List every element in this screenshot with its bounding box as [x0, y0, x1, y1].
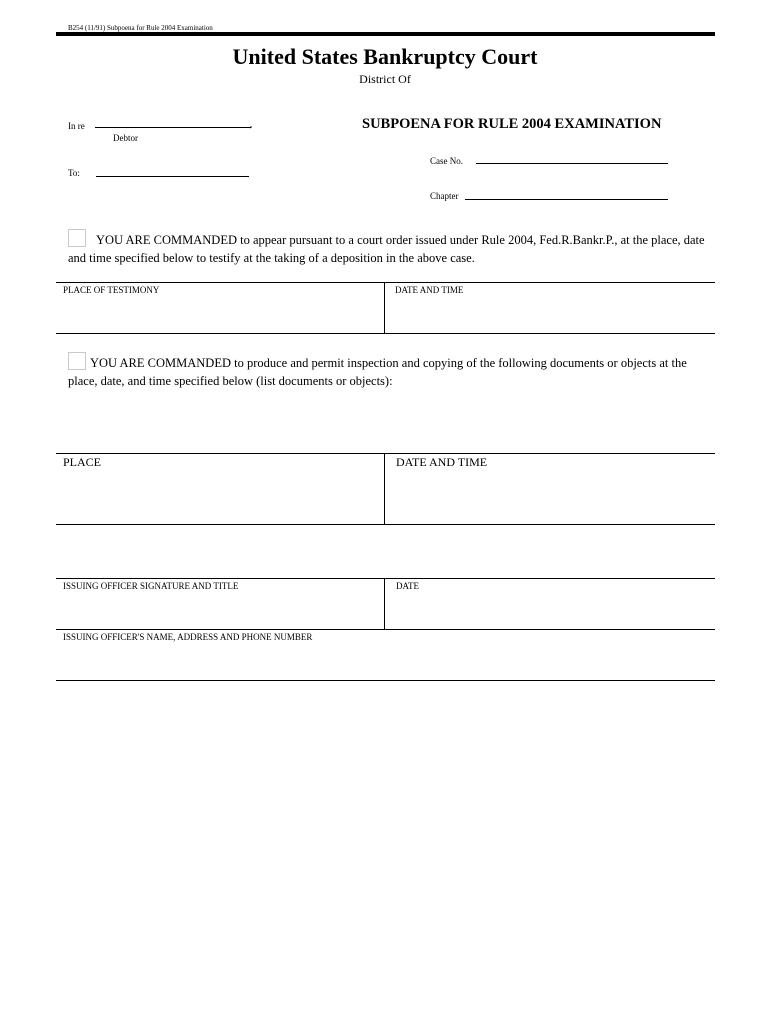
- subpoena-title: SUBPOENA FOR RULE 2004 EXAMINATION: [362, 116, 662, 132]
- command-produce-paragraph: [68, 354, 708, 390]
- officer-table-middle-rule: [56, 629, 715, 630]
- place-label: PLACE: [63, 455, 102, 469]
- place-of-testimony-label: PLACE OF TESTIMONY: [63, 285, 160, 295]
- production-date-time-label: DATE AND TIME: [396, 455, 488, 469]
- in-re-comma: ,: [250, 119, 253, 129]
- debtor-label: Debtor: [113, 133, 138, 143]
- officer-signature-label: ISSUING OFFICER SIGNATURE AND TITLE: [63, 581, 239, 591]
- court-title: United States Bankruptcy Court: [232, 44, 538, 69]
- testimony-date-time-label: DATE AND TIME: [395, 285, 464, 295]
- in-re-label: In re: [68, 121, 85, 131]
- in-re-field[interactable]: [95, 117, 251, 128]
- to-field[interactable]: [96, 166, 249, 177]
- officer-name-label: ISSUING OFFICER'S NAME, ADDRESS AND PHONE NUMBER: [63, 632, 313, 642]
- form-id: B254 (11/91) Subpoena for Rule 2004 Examination: [68, 24, 213, 32]
- officer-date-label: DATE: [396, 581, 419, 591]
- command-produce-text: YOU ARE COMMANDED to produce and permit inspection and copying of the following documents or objects at the place, date, and time specified below (list documents or objects):: [68, 356, 687, 388]
- officer-name-field[interactable]: [57, 644, 714, 679]
- production-table-top-rule: [56, 453, 715, 454]
- production-date-time-field[interactable]: [386, 472, 714, 522]
- testimony-table-divider: [384, 282, 385, 334]
- testimony-table-top-rule: [56, 282, 715, 283]
- production-table-bottom-rule: [56, 524, 715, 525]
- chapter-field[interactable]: [465, 189, 668, 200]
- officer-signature-field[interactable]: [57, 593, 383, 628]
- testimony-table-bottom-rule: [56, 333, 715, 334]
- officer-table-top-rule: [56, 578, 715, 579]
- officer-table-divider: [384, 578, 385, 629]
- chapter-label: Chapter: [430, 191, 459, 201]
- officer-date-field[interactable]: [386, 593, 714, 628]
- case-no-field[interactable]: [476, 153, 668, 164]
- production-table-divider: [384, 453, 385, 525]
- place-field[interactable]: [57, 472, 383, 522]
- command-testify-paragraph: [68, 231, 708, 267]
- case-no-label: Case No.: [430, 156, 463, 166]
- officer-table-bottom-rule: [56, 680, 715, 681]
- command-testify-text: YOU ARE COMMANDED to appear pursuant to a court order issued under Rule 2004, Fed.R.Bankr.P., at the place, date and time specified below to testify at the taking of a deposition in the above case.: [68, 233, 705, 265]
- place-of-testimony-field[interactable]: [57, 297, 383, 332]
- documents-list-field[interactable]: [68, 392, 708, 447]
- to-label: To:: [68, 168, 80, 178]
- top-rule: [56, 32, 715, 36]
- testimony-date-time-field[interactable]: [386, 297, 714, 332]
- district-label: District Of: [359, 72, 411, 86]
